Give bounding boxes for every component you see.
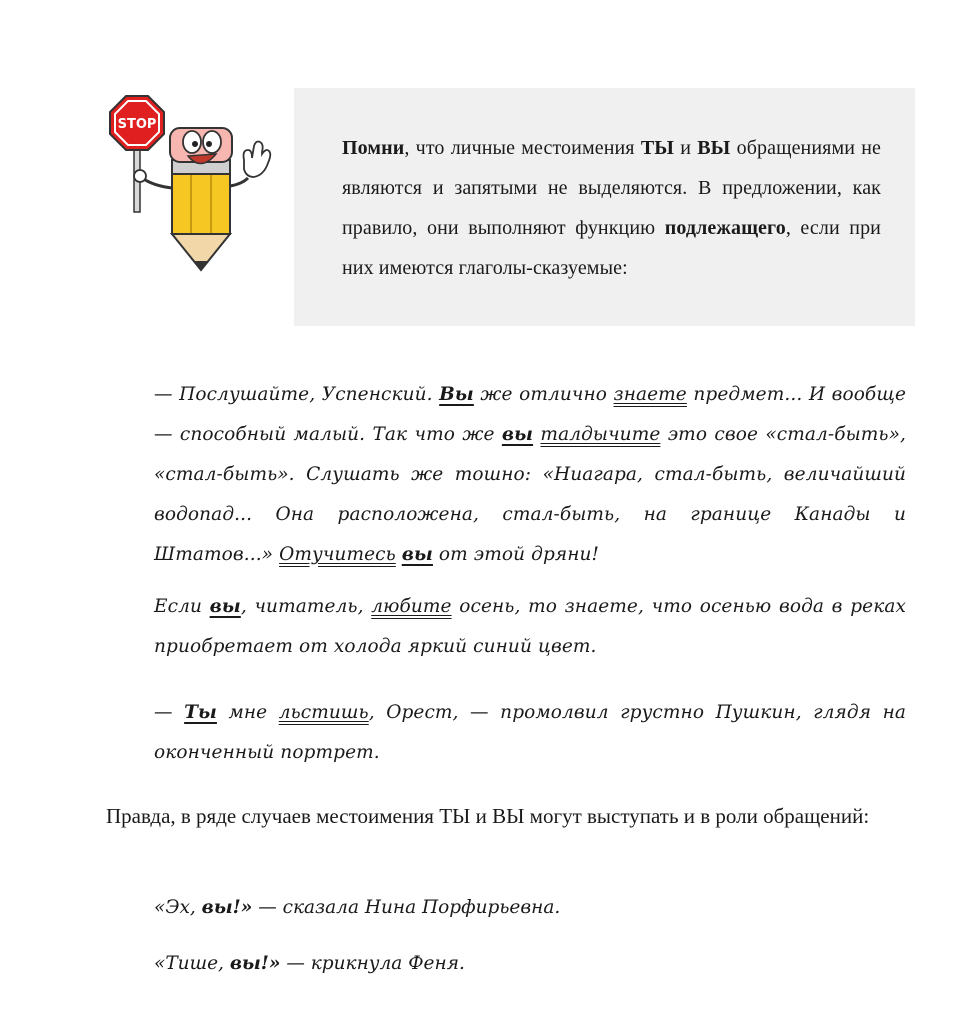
predicate-word: льстишь [278, 702, 369, 723]
predicate-word: талдычите [540, 424, 661, 445]
address-example-2: «Тише, вы!» — крикнула Феня. [154, 953, 465, 974]
pencil-character-icon [104, 90, 274, 280]
subject-word: Ты [184, 702, 217, 723]
stop-pencil-illustration [104, 90, 274, 280]
subject-word: вы [501, 424, 534, 445]
predicate-word: любите [371, 596, 452, 617]
example-quote-3: — Ты мне льстишь, Орест, — промолвил грустно Пушкин, глядя на оконченный портрет. [154, 702, 906, 763]
address-word: вы!» [201, 897, 253, 918]
subject-word: вы [209, 596, 241, 617]
svg-text:STOP: STOP [117, 117, 157, 132]
rule-note-text: Помни, что личные местоимения ТЫ и ВЫ обращениями не являются и запятыми не выделяются. В предложении, как правило, они выполняют функцию подлежащего, если при них имеются глаголы-сказуемые: [342, 137, 881, 279]
exception-paragraph: Правда, в ряде случаев местоимения ТЫ и ВЫ могут выступать и в роли обращений: [106, 804, 870, 828]
address-word: вы!» [229, 953, 281, 974]
note-keyword-subject: подлежащего [664, 217, 786, 239]
subject-word: вы [401, 544, 433, 565]
subject-word: Вы [439, 384, 474, 405]
example-quote-1: — Послушайте, Успенский. Вы же отлично знаете предмет... И вообще — способный малый. Так что же вы талдычите это свое «стал-быть», «стал-быть». Слушать же тошно: «Ниагара, стал-быть, величайший водопад... Она расположена, стал-быть, на границе Канады и Штатов...» Отучитесь вы от этой дряни! [154, 384, 907, 565]
predicate-word: знаете [613, 384, 687, 405]
example-quote-2: Если вы, читатель, любите осень, то знаете, что осенью вода в реках приобретает от холода яркий синий цвет. [154, 596, 907, 657]
address-example-1: «Эх, вы!» — сказала Нина Порфирьевна. [154, 897, 561, 918]
predicate-word: Отучитесь [279, 544, 396, 565]
rule-note-box [294, 88, 915, 326]
note-pronoun-ty: ТЫ [640, 137, 674, 159]
note-keyword-remember: Помни [342, 137, 405, 159]
note-pronoun-vy: ВЫ [697, 137, 731, 159]
